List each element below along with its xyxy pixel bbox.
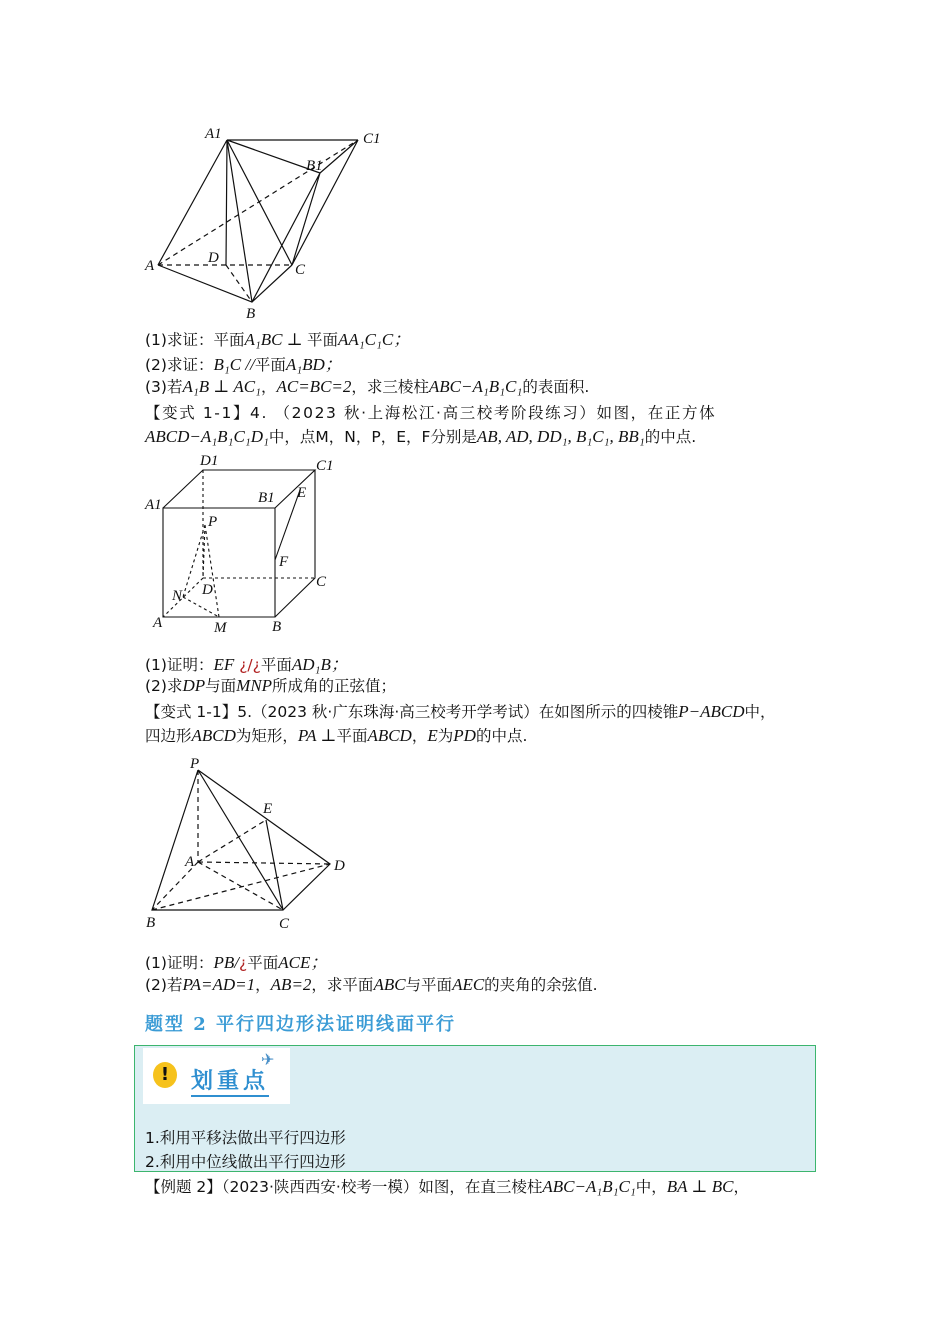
- key-points-box: [134, 1045, 816, 1172]
- label: A: [153, 615, 163, 631]
- v5-question-1: (1)证明：PB/¿平面ACE；: [145, 953, 328, 972]
- label: C: [279, 916, 290, 932]
- v4-question-2: (2)求DP与面MNP所成角的正弦值；: [145, 676, 397, 695]
- question-3: (3)若A₁B ⊥ AC₁，AC=BC=2，求三棱柱ABC−A₁B₁C₁的表面积.: [145, 377, 590, 396]
- question-1: (1)求证：平面A₁BC ⊥ 平面AA₁C₁C；: [145, 330, 411, 349]
- v4-question-1: (1)证明：EF ¿/¿平面AD₁B；: [145, 655, 348, 674]
- question-2: (2)求证：B₁C //平面A₁BD；: [145, 355, 342, 374]
- label: D: [334, 858, 345, 874]
- label: D: [208, 250, 219, 266]
- lightbulb-icon: !: [153, 1062, 177, 1088]
- label: B: [246, 306, 256, 322]
- paper-plane-icon: ✈: [261, 1050, 275, 1069]
- label: A: [185, 854, 195, 870]
- key-points-badge: [143, 1048, 290, 1104]
- label: C1: [316, 458, 334, 474]
- label: A1: [205, 126, 222, 142]
- label: B1: [258, 490, 275, 506]
- figure-pyramid: [152, 770, 330, 910]
- label: B1: [306, 158, 323, 174]
- figure-cube: [163, 470, 315, 617]
- label: D: [202, 582, 213, 598]
- figure-prism: [158, 140, 358, 302]
- variant-4-text: ABCD−A₁B₁C₁D₁中，点M，N，P，E，F分别是AB, AD, DD₁, B₁C₁, BB₁的中点.: [145, 427, 697, 446]
- variant-5-text: 四边形ABCD为矩形，PA ⊥平面ABCD，E为PD的中点.: [145, 726, 528, 745]
- label: N: [172, 588, 183, 604]
- label: C1: [363, 131, 381, 147]
- v5-question-2: (2)若PA=AD=1，AB=2，求平面ABC与平面AEC的夹角的余弦值.: [145, 975, 598, 994]
- label: B: [146, 915, 156, 931]
- key-point: 1.利用平移法做出平行四边形: [145, 1129, 346, 1147]
- label: F: [279, 554, 289, 570]
- label: A1: [145, 497, 162, 513]
- label: E: [297, 485, 307, 501]
- variant-5-heading: 【变式 1-1】5.（2023 秋·广东珠海·高三校考开学考试）在如图所示的四棱锥P−ABCD中，: [145, 702, 776, 721]
- variant-4-heading: 【变式 1-1】4. （2023 秋·上海松江·高三校考阶段练习）如图，在正方体: [145, 404, 717, 422]
- label: C: [295, 262, 306, 278]
- example-2-heading: 【例题 2】（2023·陕西西安·校考一模）如图，在直三棱柱ABC−A₁B₁C₁中，BA ⊥ BC，: [145, 1177, 749, 1196]
- section-heading: 题型 2 平行四边形法证明线面平行: [145, 1014, 457, 1035]
- key-point: 2.利用中位线做出平行四边形: [145, 1153, 346, 1171]
- badge-label: 划重点: [191, 1064, 269, 1097]
- label: D1: [200, 453, 219, 469]
- label: P: [190, 756, 200, 772]
- label: C: [316, 574, 327, 590]
- label: E: [263, 801, 273, 817]
- label: P: [208, 514, 218, 530]
- label: M: [214, 620, 227, 636]
- label: A: [145, 258, 155, 274]
- label: B: [272, 619, 282, 635]
